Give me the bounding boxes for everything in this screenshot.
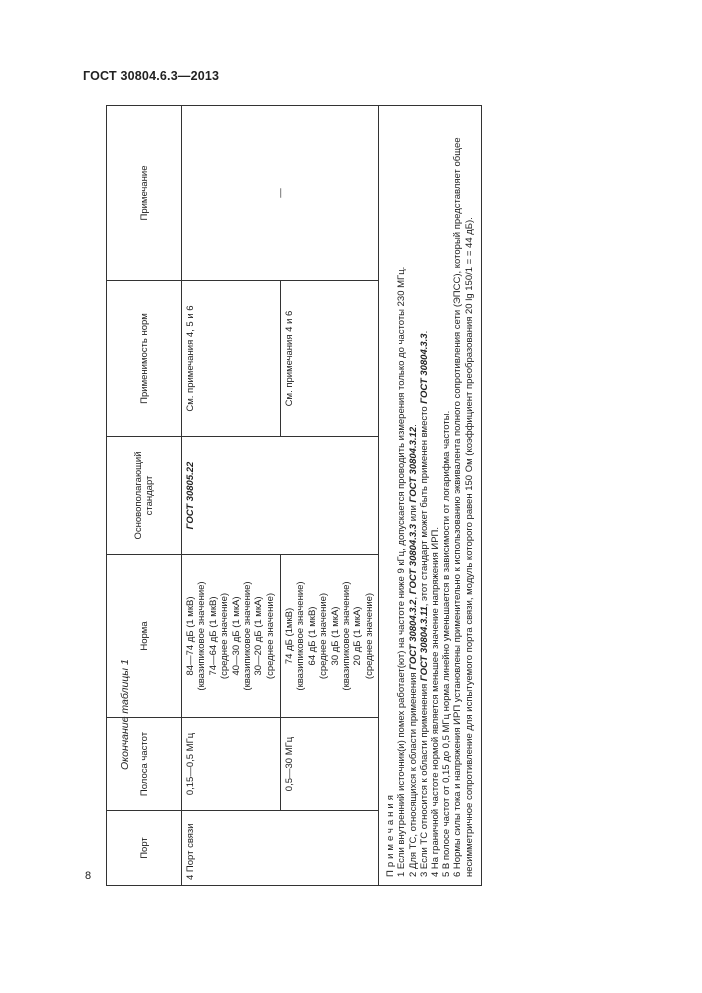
standard-cell: ГОСТ 30805.22 bbox=[182, 437, 379, 555]
note-3: 3 Если ТС относится к области применения ГОСТ 30804.3.11, этот стандарт может быть применен вместо ГОСТ 30804.3.3. bbox=[418, 330, 430, 877]
norm-line: 20 дБ (1 мкА) bbox=[352, 606, 364, 666]
table-caption: Окончание таблицы 1 bbox=[119, 659, 131, 770]
norm-line: (среднее значение) bbox=[264, 592, 276, 680]
norm-line: 40—30 дБ (1 мкА) bbox=[230, 596, 242, 676]
note-2: 2 Для ТС, относящихся к области применения ГОСТ 30804.3.2, ГОСТ 30804.3.3 или ГОСТ 30804.3.12. bbox=[407, 424, 419, 877]
norm-line: 64 дБ (1 мкВ) bbox=[306, 606, 318, 666]
band-cell: 0,15—0,5 МГц bbox=[182, 718, 281, 811]
norm-line: (среднее значение) bbox=[318, 592, 330, 680]
col-header-band: Полоса частот bbox=[107, 718, 182, 811]
document-header: ГОСТ 30804.6.3—2013 bbox=[83, 69, 220, 83]
norm-line: (среднее значение) bbox=[363, 592, 375, 680]
norm-line: 74—64 дБ (1 мкВ) bbox=[207, 596, 219, 676]
page-number: 8 bbox=[85, 870, 92, 882]
col-header-note: Примечание bbox=[107, 106, 182, 281]
rotated-table-block bbox=[106, 106, 475, 886]
norm-cell bbox=[281, 555, 379, 718]
notes-title: Примечания bbox=[385, 792, 397, 877]
limits-table bbox=[106, 105, 482, 886]
table-header-row bbox=[107, 106, 182, 886]
notes-cell bbox=[379, 106, 482, 886]
norm-line: 30—20 дБ (1 мкА) bbox=[253, 596, 265, 676]
note-1: 1 Если внутренний источник(и) помех работает(ют) на частоте ниже 9 кГц, допускается проводить измерения только до частоты 230 МГц. bbox=[396, 266, 408, 877]
norm-line: 74 дБ (1мкВ) bbox=[284, 607, 295, 665]
norm-line: (среднее значение) bbox=[219, 592, 231, 680]
table-row bbox=[182, 106, 281, 886]
norm-line: (квазипиковое значение) bbox=[242, 581, 254, 691]
band-cell: 0,5—30 МГц bbox=[281, 718, 379, 811]
note-4: 4 На граничной частоте нормой является меньшее значение напряжения ИРП. bbox=[430, 527, 442, 877]
applicability-cell: См. примечания 4, 5 и 6 bbox=[182, 281, 281, 437]
note-6: 6 Нормы силы тока и напряжения ИРП установлены применительно к использованию эквивалента полного сопротивления сети (ЭПСС), который представляет общее несимметричное сопротивление для испытуемого порта связи, модуль которого равен 150 Ом (коэффициент преобразования 20 lg 150/1 = = 44 дБ). bbox=[452, 137, 475, 877]
applicability-cell: См. примечания 4 и 6 bbox=[281, 281, 379, 437]
norm-line: (квазипиковое значение) bbox=[196, 581, 208, 691]
norm-line: (квазипиковое значение) bbox=[295, 581, 307, 691]
note-5: 5 В полосе частот от 0,15 до 0,5 МГц норма линейно уменьшается в зависимости от логарифма частоты. bbox=[441, 410, 453, 877]
col-header-port: Порт bbox=[107, 811, 182, 886]
col-header-applicability: Применимость норм bbox=[107, 281, 182, 437]
norm-line: 30 дБ (1 мкА) bbox=[329, 606, 341, 666]
notes-row bbox=[379, 106, 482, 886]
col-header-standard: Основополагающий стандарт bbox=[107, 437, 182, 555]
norm-cell bbox=[182, 555, 281, 718]
note-cell: — bbox=[182, 106, 379, 281]
norm-line: (квазипиковое значение) bbox=[341, 581, 353, 691]
col-header-norm: Норма bbox=[107, 555, 182, 718]
port-cell: 4 Порт связи bbox=[182, 811, 379, 886]
norm-line: 84—74 дБ (1 мкВ) bbox=[185, 596, 196, 676]
